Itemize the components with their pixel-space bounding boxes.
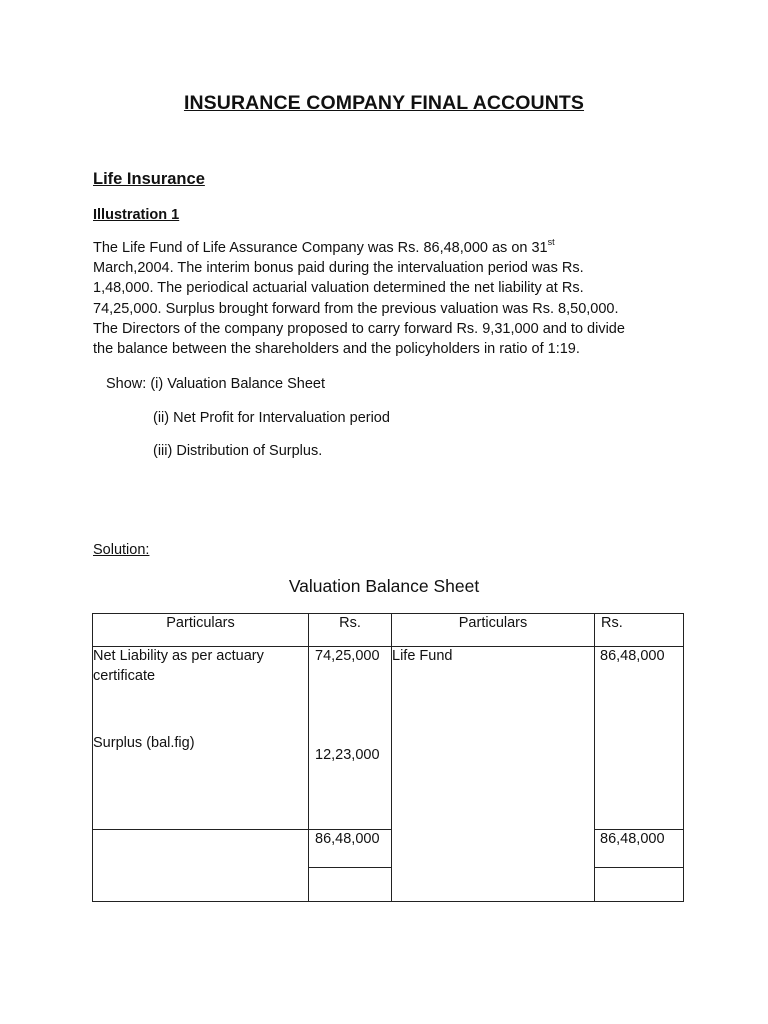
paragraph-line-1-text: The Life Fund of Life Assurance Company was Rs. 86,48,000 as on 31 <box>93 240 548 256</box>
paragraph-line-3: 1,48,000. The periodical actuarial valuation determined the net liability at Rs. <box>93 280 584 297</box>
paragraph-line-6: the balance between the shareholders and the policyholders in ratio of 1:19. <box>93 341 580 358</box>
net-liability-label-line2: certificate <box>93 667 156 684</box>
left-particulars-cell <box>93 647 309 830</box>
left-total-amount: 86,48,000 <box>309 830 392 868</box>
right-amount-cell <box>595 647 684 830</box>
net-liability-label-line1: Net Liability as per actuary <box>93 648 264 664</box>
header-rs-right: Rs. <box>595 614 684 647</box>
solution-label: Solution: <box>93 542 150 558</box>
surplus-amount: 12,23,000 <box>315 746 380 763</box>
left-final-label-cell <box>93 868 309 902</box>
ordinal-superscript: st <box>547 237 555 247</box>
left-amount-cell <box>309 647 392 830</box>
surplus-label: Surplus (bal.fig) <box>93 735 195 751</box>
table-body-row <box>93 647 684 830</box>
table-title: Valuation Balance Sheet <box>288 576 480 596</box>
left-final-amount-cell <box>309 868 392 902</box>
left-total-label-cell <box>93 830 309 868</box>
page-title: INSURANCE COMPANY FINAL ACCOUNTS <box>183 92 585 114</box>
paragraph-line-1 <box>93 238 693 258</box>
net-liability-amount: 74,25,000 <box>315 648 380 664</box>
section-heading: Life Insurance <box>93 170 205 188</box>
header-particulars-left: Particulars <box>93 614 309 647</box>
show-item-3: (iii) Distribution of Surplus. <box>153 443 323 459</box>
show-item-2: (ii) Net Profit for Intervaluation period <box>153 410 390 426</box>
right-final-amount-cell <box>595 868 684 902</box>
illustration-heading: Illustration 1 <box>93 207 180 223</box>
table-total-row <box>93 830 684 868</box>
table-final-row <box>93 868 684 902</box>
problem-paragraph <box>93 238 693 359</box>
paragraph-line-4: 74,25,000. Surplus brought forward from the previous valuation was Rs. 8,50,000. <box>93 300 619 317</box>
paragraph-line-2: March,2004. The interim bonus paid during the intervaluation period was Rs. <box>93 260 584 277</box>
life-fund-label: Life Fund <box>392 648 453 664</box>
valuation-balance-sheet <box>92 613 684 902</box>
life-fund-amount: 86,48,000 <box>600 648 665 664</box>
right-particulars-cell <box>392 647 595 902</box>
header-rs-left: Rs. <box>309 614 392 647</box>
show-item-1: Show: (i) Valuation Balance Sheet <box>106 376 325 392</box>
paragraph-line-5: The Directors of the company proposed to carry forward Rs. 9,31,000 and to divide <box>93 320 625 337</box>
right-total-amount: 86,48,000 <box>595 830 684 868</box>
table-header-row <box>93 614 684 647</box>
header-particulars-right: Particulars <box>392 614 595 647</box>
